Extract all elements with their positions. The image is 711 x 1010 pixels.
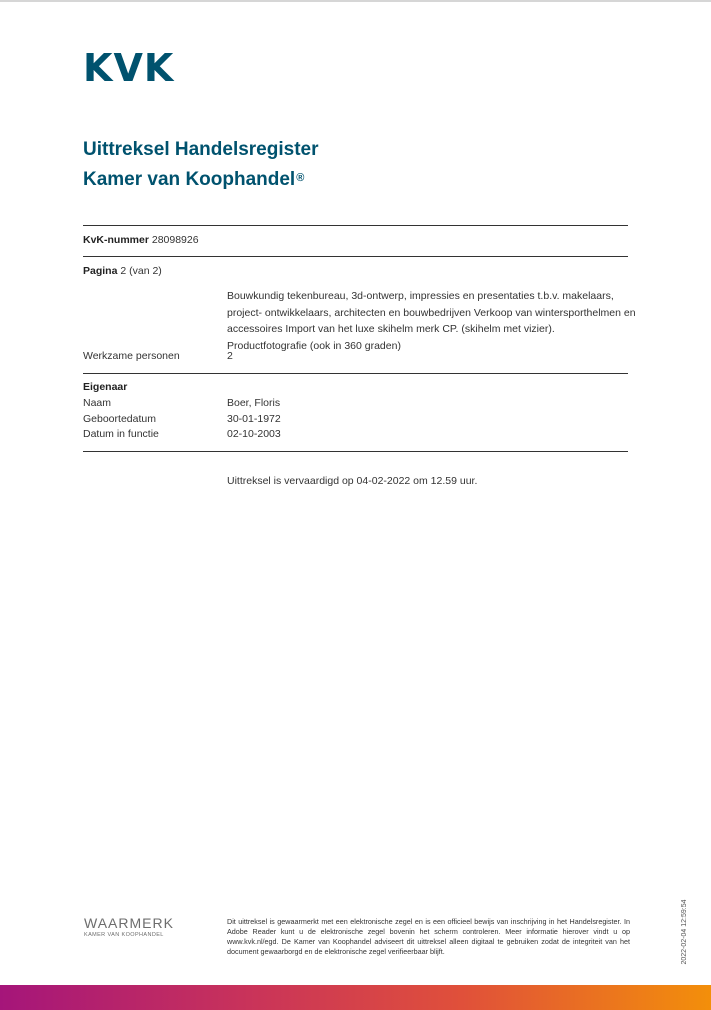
owner-name-label: Naam [83, 397, 112, 409]
waarmerk-logo: WAARMERK [84, 915, 174, 931]
owner-name-value: Boer, Floris [227, 397, 281, 409]
waarmerk-subtitle: KAMER VAN KOOPHANDEL [84, 932, 164, 938]
kvk-logo: KVK [83, 46, 175, 90]
owner-since-label: Datum in functie [83, 428, 159, 440]
divider [83, 225, 628, 226]
document-title: Uittreksel Handelsregister [83, 139, 319, 160]
disclaimer-text: Dit uittreksel is gewaarmerkt met een elektronische zegel en is een officieel bewijs van inschrijving in het Handelsregister. In Adobe Reader kunt u de elektronische zegel bovenin het scherm controleren. Meer informatie hierover vindt u op www.kvk.nl/egd. De Kamer van Koophandel adviseert dit uittreksel alleen digitaal te gebruiken zodat de integriteit van het document gewaarborgd en de elektronische zegel verifieerbaar blijft. [227, 917, 630, 956]
employees-value: 2 [227, 350, 233, 362]
owner-dob-value: 30-01-1972 [227, 413, 281, 425]
footer-gradient-bar [0, 985, 711, 1010]
owner-heading: Eigenaar [83, 381, 128, 393]
page-value: 2 (van 2) [120, 265, 162, 277]
top-border [0, 0, 711, 2]
page-label: Pagina [83, 265, 118, 277]
owner-since-value: 02-10-2003 [227, 428, 281, 440]
document-subtitle [83, 168, 304, 192]
generated-note: Uittreksel is vervaardigd op 04-02-2022 om 12.59 uur. [227, 475, 478, 487]
divider [83, 373, 628, 374]
divider [83, 451, 628, 452]
registered-mark: ® [296, 172, 305, 184]
divider [83, 256, 628, 257]
kvk-number-value: 28098926 [151, 234, 199, 246]
owner-dob-label: Geboortedatum [83, 413, 156, 425]
subtitle-text: Kamer van Koophandel [83, 169, 296, 190]
kvk-number-row [83, 233, 199, 247]
kvk-number-label: KvK-nummer [83, 234, 149, 246]
activities-description: Bouwkundig tekenbureau, 3d-ontwerp, impressies en presentaties t.b.v. makelaars, project- ontwikkelaars, architecten en bouwbedrijven Verkoop van wintersporthelmen en accessoires Import van het luxe skihelm merk CP. (skihelm met vizier). Productfotografie (ook in 360 graden) [227, 290, 636, 352]
employees-label: Werkzame personen [83, 350, 180, 362]
timestamp-stamp: 2022-02-04 12:59:54 [681, 899, 688, 965]
page-row [83, 264, 162, 278]
